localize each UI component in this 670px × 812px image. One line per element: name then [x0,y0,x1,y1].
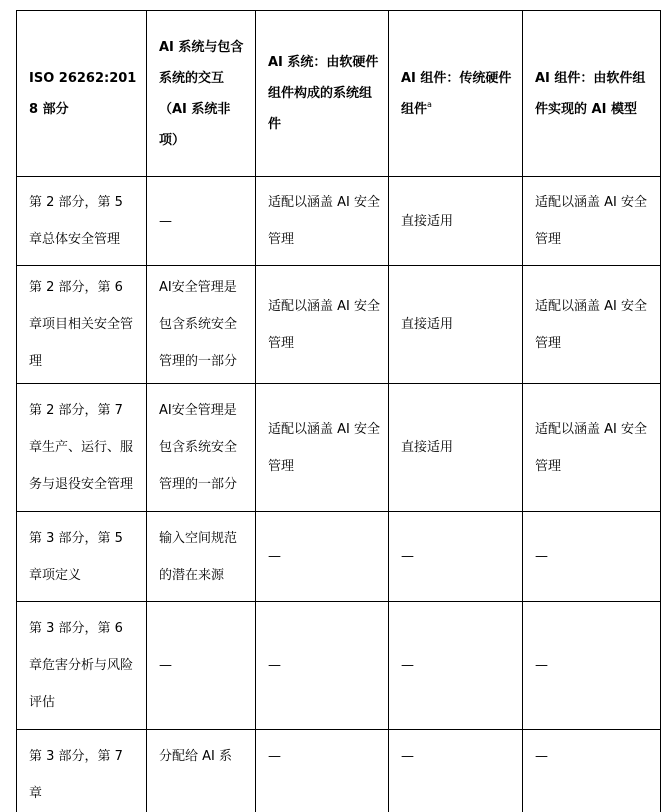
header-ai-interaction: AI 系统与包含系统的交互（AI 系统非项） [147,11,256,177]
table-row [17,384,661,512]
cell-ai-system: — [256,512,389,602]
cell-hw-component: 直接适用 [389,266,523,384]
cell-hw-component: — [389,730,523,812]
cell-part: 第 2 部分，第 5 章总体安全管理 [17,177,147,266]
cell-interaction: AI安全管理是包含系统安全管理的一部分 [147,384,256,512]
table-row [17,730,661,812]
header-ai-hw-label: AI 组件：传统硬件组件 [401,71,511,117]
cell-ai-model: — [523,730,661,812]
cell-ai-system: — [256,602,389,730]
cell-hw-component: 直接适用 [389,384,523,512]
table-row [17,602,661,730]
header-ai-system: AI 系统：由软硬件组件构成的系统组件 [256,11,389,177]
cell-ai-model: — [523,602,661,730]
cell-interaction: 分配给 AI 系 [147,730,256,812]
cell-interaction: AI安全管理是包含系统安全管理的一部分 [147,266,256,384]
header-ai-hw-component [389,11,523,177]
cell-ai-system: — [256,730,389,812]
iso-26262-ai-table [16,10,661,812]
cell-ai-model: 适配以涵盖 AI 安全管理 [523,384,661,512]
cell-hw-component: — [389,602,523,730]
cell-interaction: 输入空间规范的潜在来源 [147,512,256,602]
cell-part: 第 2 部分，第 7 章生产、运行、服务与退役安全管理 [17,384,147,512]
cell-interaction: — [147,177,256,266]
cell-part: 第 3 部分，第 7 章 [17,730,147,812]
cell-hw-component: 直接适用 [389,177,523,266]
cell-interaction: — [147,602,256,730]
table-row [17,512,661,602]
cell-ai-model: 适配以涵盖 AI 安全管理 [523,266,661,384]
table-header-row [17,11,661,177]
cell-ai-system: 适配以涵盖 AI 安全管理 [256,384,389,512]
header-ai-model: AI 组件：由软件组件实现的 AI 模型 [523,11,661,177]
cell-ai-system: 适配以涵盖 AI 安全管理 [256,177,389,266]
cell-part: 第 3 部分，第 6 章危害分析与风险评估 [17,602,147,730]
cell-part: 第 3 部分，第 5 章项定义 [17,512,147,602]
table-row [17,266,661,384]
footnote-marker: a [427,100,432,109]
cell-ai-system: 适配以涵盖 AI 安全管理 [256,266,389,384]
cell-ai-model: — [523,512,661,602]
cell-ai-model: 适配以涵盖 AI 安全管理 [523,177,661,266]
table-row [17,177,661,266]
cell-hw-component: — [389,512,523,602]
cell-part: 第 2 部分，第 6 章项目相关安全管理 [17,266,147,384]
header-iso-part: ISO 26262:2018 部分 [17,11,147,177]
